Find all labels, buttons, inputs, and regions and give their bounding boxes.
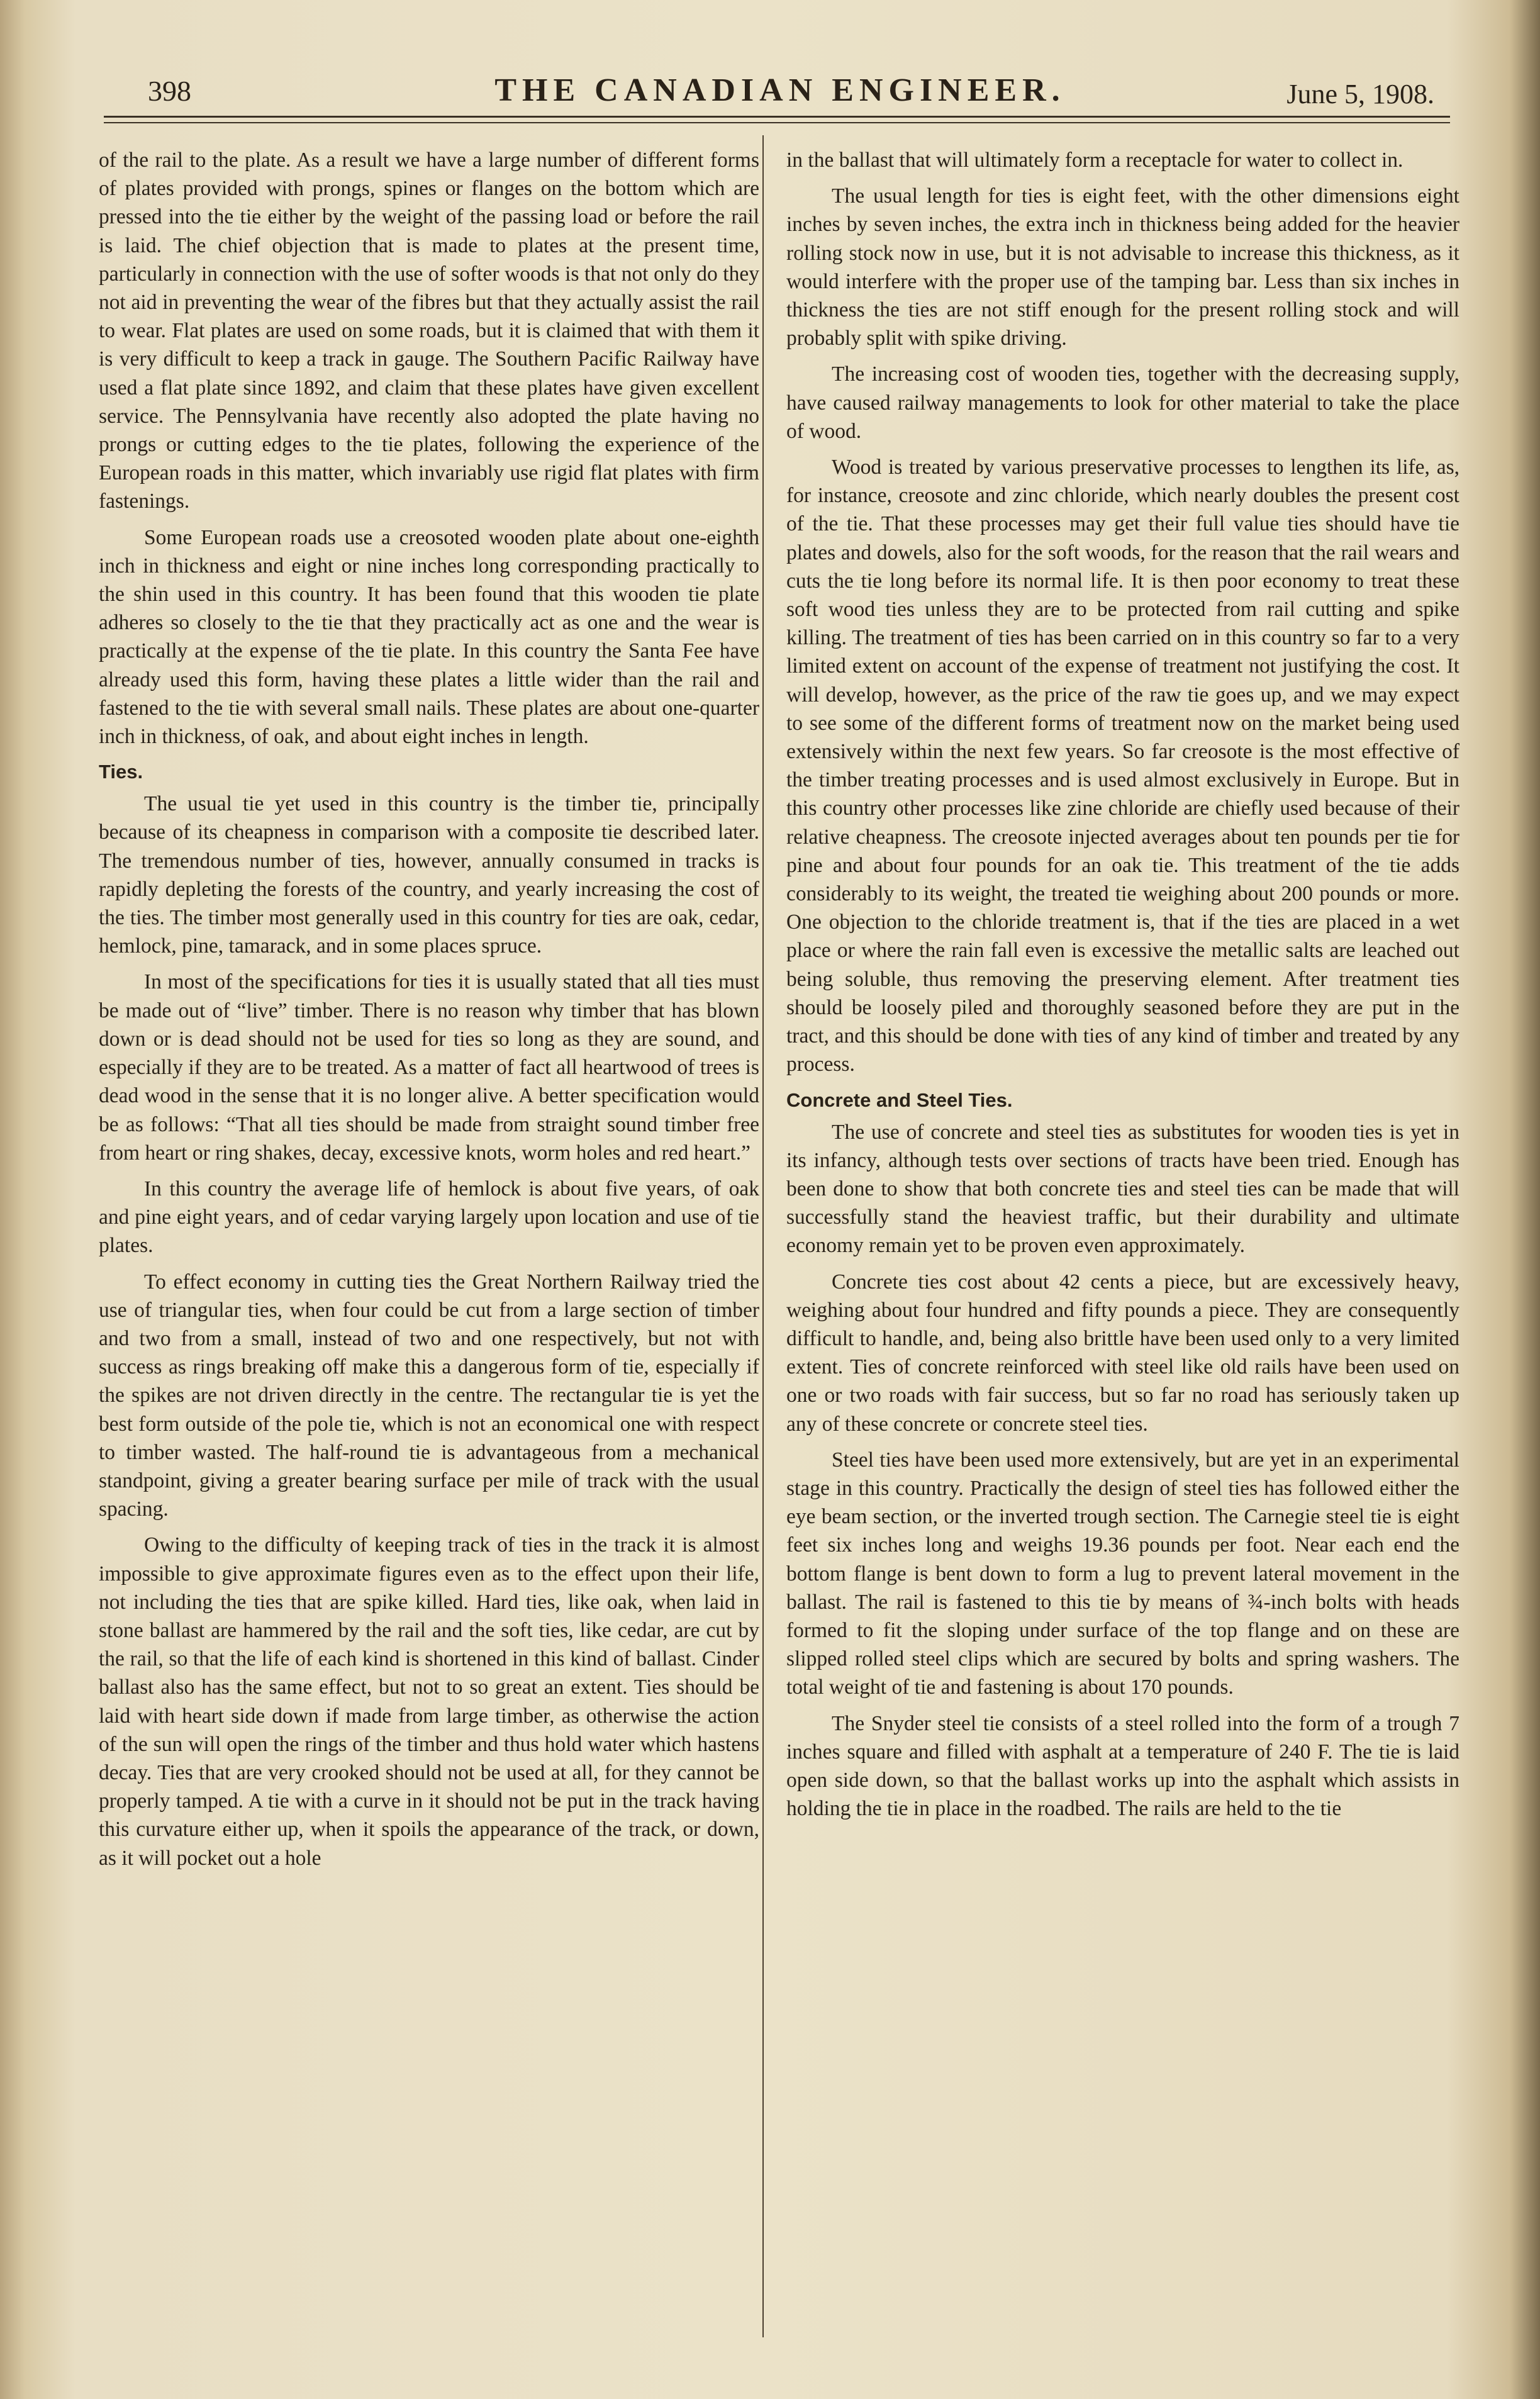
page-number: 398 bbox=[148, 75, 191, 107]
paragraph: Concrete ties cost about 42 cents a piece, but are excessively heavy, weighing about four hundred and fifty pounds a piece. They are consequently difficult to handle, and, being also brittle have been used only to a very limited extent. Ties of concrete reinforced with steel like old rails have been used on one or two roads with fair success, but so far no road has seriously taken up any of these concrete or concrete steel ties. bbox=[786, 1270, 1459, 1436]
paragraph: The Snyder steel tie consists of a steel rolled into the form of a trough 7 inches square and filled with asphalt at a temperature of 240 F. The tie is laid open side down, so that the ballast works up into the asphalt which assists in holding the tie in place in the roadbed. The rails are held to the tie bbox=[786, 1711, 1459, 1821]
paragraph: In most of the specifications for ties it is usually stated that all ties must be made out of “live” timber. There is no reason why timber that has blown down or is dead should not be used for ties so long as they are sound, and especially if they are to be treated. As a matter of fact all heartwood of trees is dead wood in the sense that it is no longer alive. A better specification would be as follows: “That all ties should be made from straight sound timber free from heart or ring shakes, decay, excessive knots, worm holes and red heart.” bbox=[99, 970, 759, 1165]
header-rule-bottom bbox=[104, 122, 1450, 123]
paragraph: In this country the average life of hemlock is about five years, of oak and pine eight years, and of cedar varying largely upon location and use of tie plates. bbox=[99, 1177, 759, 1258]
header-rule-top bbox=[104, 116, 1450, 118]
left-column bbox=[99, 146, 759, 1880]
column-divider bbox=[762, 135, 764, 2337]
paragraph: Wood is treated by various preservative processes to lengthen its life, as, for instance, creosote and zinc chloride, which nearly doubles the present cost of the tie. That these processes may get their full value ties should have tie plates and dowels, also for the soft woods, for the reason that the rail wears and cuts the tie long before its normal life. It is then poor economy to treat these soft wood ties unless they are to be protected from rail cutting and spike killing. The treatment of ties has been carried on in this country so far to a very limited extent on account of the expense of treatment not justifying the cost. It will develop, however, as the price of the raw tie goes up, and we may expect to see some of the different forms of treatment now on the market being used extensively within the next few years. So far creosote is the most effective of the timber treating processes and is used almost exclusively in Europe. But in this country other processes like zine chloride are chiefly used because of their relative cheapness. The creosote injected averages about ten pounds per tie for pine and about four pounds for an oak tie. This treatment of the tie adds considerably to its weight, the treated tie weighing about 200 pounds or more. One objection to the chloride treatment is, that if the ties are placed in a wet place or where the rain fall even is excessive the metallic salts are leached out being soluble, thus removing the preserving element. After treatment ties should be loosely piled and thoroughly seasoned before they are put in the tract, and this should be done with ties of any kind of timber and treated by any process. bbox=[786, 456, 1459, 1076]
issue-date: June 5, 1908. bbox=[1286, 79, 1434, 109]
paragraph: The usual length for ties is eight feet, with the other dimensions eight inches by seven inches, the extra inch in thickness being added for the heavier rolling stock now in use, but it is not advisable to increase this thickness, as it would interfere with the proper use of the tamping bar. Less than six inches in thickness the ties are not stiff enough for the present rolling stock and will probably split with spike driving. bbox=[786, 184, 1459, 350]
paragraph: Steel ties have been used more extensively, but are yet in an experimental stage in this country. Practically the design of steel ties has followed either the eye beam section, or the inverted trough section. The Carnegie steel tie is eight feet six inches long and weighs 19.36 pounds per foot. Near each end the bottom flange is bent down to form a lug to prevent lateral movement in the ballast. The rail is fastened to this tie by means of ¾-inch bolts with heads formed to fit the sloping under surface of the top flange and on these are slipped rolled steel clips which are secured by bolts and spring washers. The total weight of tie and fastening is about 170 pounds. bbox=[786, 1448, 1459, 1699]
section-heading-concrete-steel-ties: Concrete and Steel Ties. bbox=[786, 1088, 1013, 1111]
paragraph: in the ballast that will ultimately form a receptacle for water to collect in. bbox=[786, 148, 1403, 172]
paragraph: Some European roads use a creosoted wooden plate about one-eighth inch in thickness and eight or nine inches long corresponding practically to the shin used in this country. It has been found that this wooden tie plate adheres so closely to the tie that they practically act as one and the wear is practically at the expense of the tie plate. In this country the Santa Fee have already used this form, having these plates a little wider than the rail and fastened to the tie with several small nails. These plates are about one-quarter inch in thickness, of oak, and about eight inches in length. bbox=[99, 525, 759, 749]
paragraph: The increasing cost of wooden ties, together with the decreasing supply, have caused railway managements to look for other material to take the place of wood. bbox=[786, 362, 1459, 443]
paragraph: The use of concrete and steel ties as substitutes for wooden ties is yet in its infancy, although tests over sections of tracts have been tried. Enough has been done to show that both concrete ties and steel ties can be made that will successfully stand the heaviest traffic, but their durability and ultimate economy remain yet to be proven even approximately. bbox=[786, 1120, 1459, 1258]
paragraph: To effect economy in cutting ties the Great Northern Railway tried the use of triangular ties, when four could be cut from a large section of timber and two from a small, instead of two and one respectively, but not with success as rings breaking off make this a dangerous form of tie, especially if the spikes are not driven directly in the centre. The rectangular tie is yet the best form outside of the pole tie, which is not an economical one with respect to timber wasted. The half-round tie is advantageous from a mechanical standpoint, giving a greater bearing surface per mile of track with the usual spacing. bbox=[99, 1270, 759, 1521]
paragraph: Owing to the difficulty of keeping track of ties in the track it is almost impossible to give approximate figures even as to the effect upon their life, not including the ties that are spike killed. Hard ties, like oak, when laid in stone ballast are hammered by the rail and the soft ties, like cedar, are cut by the rail, so that the life of each kind is shortened in this kind of ballast. Cinder ballast also has the same effect, but not to so great an extent. Ties should be laid with heart side down if made from large timber, as otherwise the action of the sun will open the rings of the timber and thus hold water which hastens decay. Ties that are very crooked should not be used at all, for they cannot be properly tamped. A tie with a curve in it should not be put in the track having this curvature either up, when it spoils the appearance of the track, or down, as it will pocket out a hole bbox=[99, 1533, 759, 1870]
journal-title: THE CANADIAN ENGINEER. bbox=[494, 72, 1066, 108]
right-column bbox=[786, 146, 1459, 1830]
paragraph: The usual tie yet used in this country is the timber tie, principally because of its cheapness in comparison with a composite tie described later. The tremendous number of ties, however, annually consumed in tracks is rapidly depleting the forests of the country, and yearly increasing the cost of the ties. The timber most generally used in this country for ties are oak, cedar, hemlock, pine, tamarack, and in some places spruce. bbox=[99, 792, 759, 958]
section-heading-ties: Ties. bbox=[99, 761, 143, 783]
paragraph: of the rail to the plate. As a result we have a large number of different forms of plates provided with prongs, spines or flanges on the bottom which are pressed into the tie either by the weight of the passing load or before the rail is laid. The chief objection that is made to plates at the present time, particularly in connection with the use of softer woods is that not only do they not aid in preventing the wear of the fibres but that they actually assist the rail to wear. Flat plates are used on some roads, but it is claimed that with them it is very difficult to keep a track in gauge. The Southern Pacific Railway have used a flat plate since 1892, and claim that these plates have given excellent service. The Pennsylvania have recently also adopted the plate having no prongs or cutting edges to the tie plates, following the experience of the European roads in this matter, which invariably use rigid flat plates with firm fastenings. bbox=[99, 148, 759, 513]
